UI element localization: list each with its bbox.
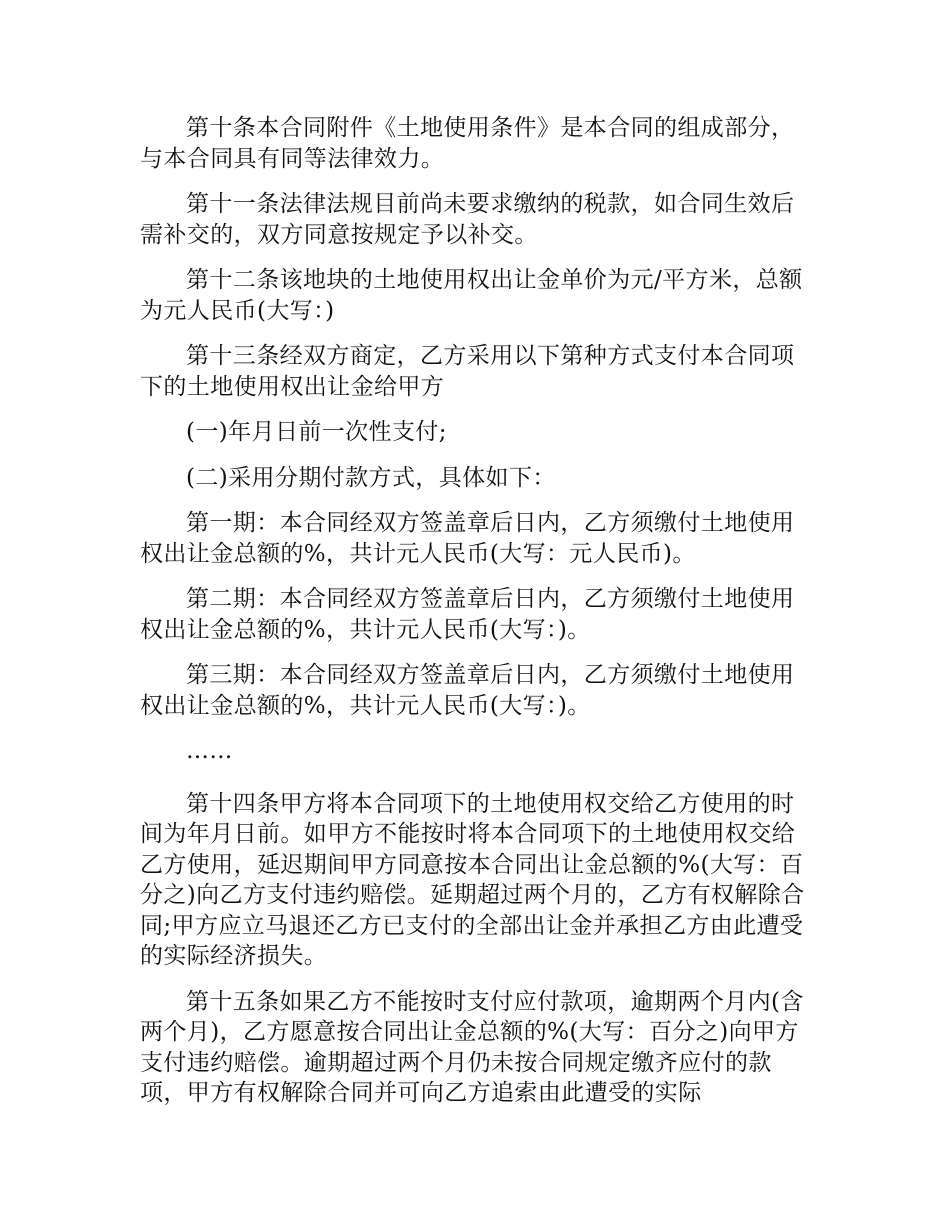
installment-two: 第二期：本合同经双方签盖章后日内，乙方须缴付土地使用权出让金总额的%，共计元人民币(大写：)。 (140, 586, 795, 643)
article-15-paragraph: 第十五条如果乙方不能按时支付应付款项，逾期两个月内(含两个月)，乙方愿意按合同出让金总额的%(大写：百分之)向甲方支付违约赔偿。逾期超过两个月仍未按合同规定缴齐应付的款项，甲方有权解除合同并可向乙方追索由此遭受的实际 (140, 988, 804, 1106)
article-12-paragraph: 第十二条该地块的土地使用权出让金单价为元/平方米，总额为元人民币(大写：) (140, 267, 803, 324)
article-10-paragraph: 第十条本合同附件《土地使用条件》是本合同的组成部分，与本合同具有同等法律效力。 (140, 115, 795, 172)
document-body (140, 113, 812, 1124)
payment-option-two: (二)采用分期付款方式，具体如下： (186, 464, 556, 491)
article-14-paragraph: 第十四条甲方将本合同项下的土地使用权交给乙方使用的时间为年月日前。如甲方不能按时将本合同项下的土地使用权交给乙方使用，延迟期间甲方同意按本合同出让金总额的%(大写：百分之)向乙方支付违约赔偿。延期超过两个月的，乙方有权解除合同;甲方应立马退还乙方已支付的全部出让金并承担乙方由此遭受的实际经济损失。 (140, 790, 805, 969)
installment-three: 第三期：本合同经双方签盖章后日内，乙方须缴付土地使用权出让金总额的%，共计元人民币(大写：)。 (140, 662, 795, 719)
article-13-paragraph: 第十三条经双方商定，乙方采用以下第种方式支付本合同项下的土地使用权出让金给甲方 (140, 343, 795, 400)
ellipsis: …… (186, 738, 233, 764)
payment-option-one: (一)年月日前一次性支付; (186, 419, 447, 445)
installment-one: 第一期：本合同经双方签盖章后日内，乙方须缴付土地使用权出让金总额的%，共计元人民币(大写：元人民币)。 (140, 510, 795, 567)
article-11-paragraph: 第十一条法律法规目前尚未要求缴纳的税款，如合同生效后需补交的，双方同意按规定予以补交。 (140, 191, 795, 248)
